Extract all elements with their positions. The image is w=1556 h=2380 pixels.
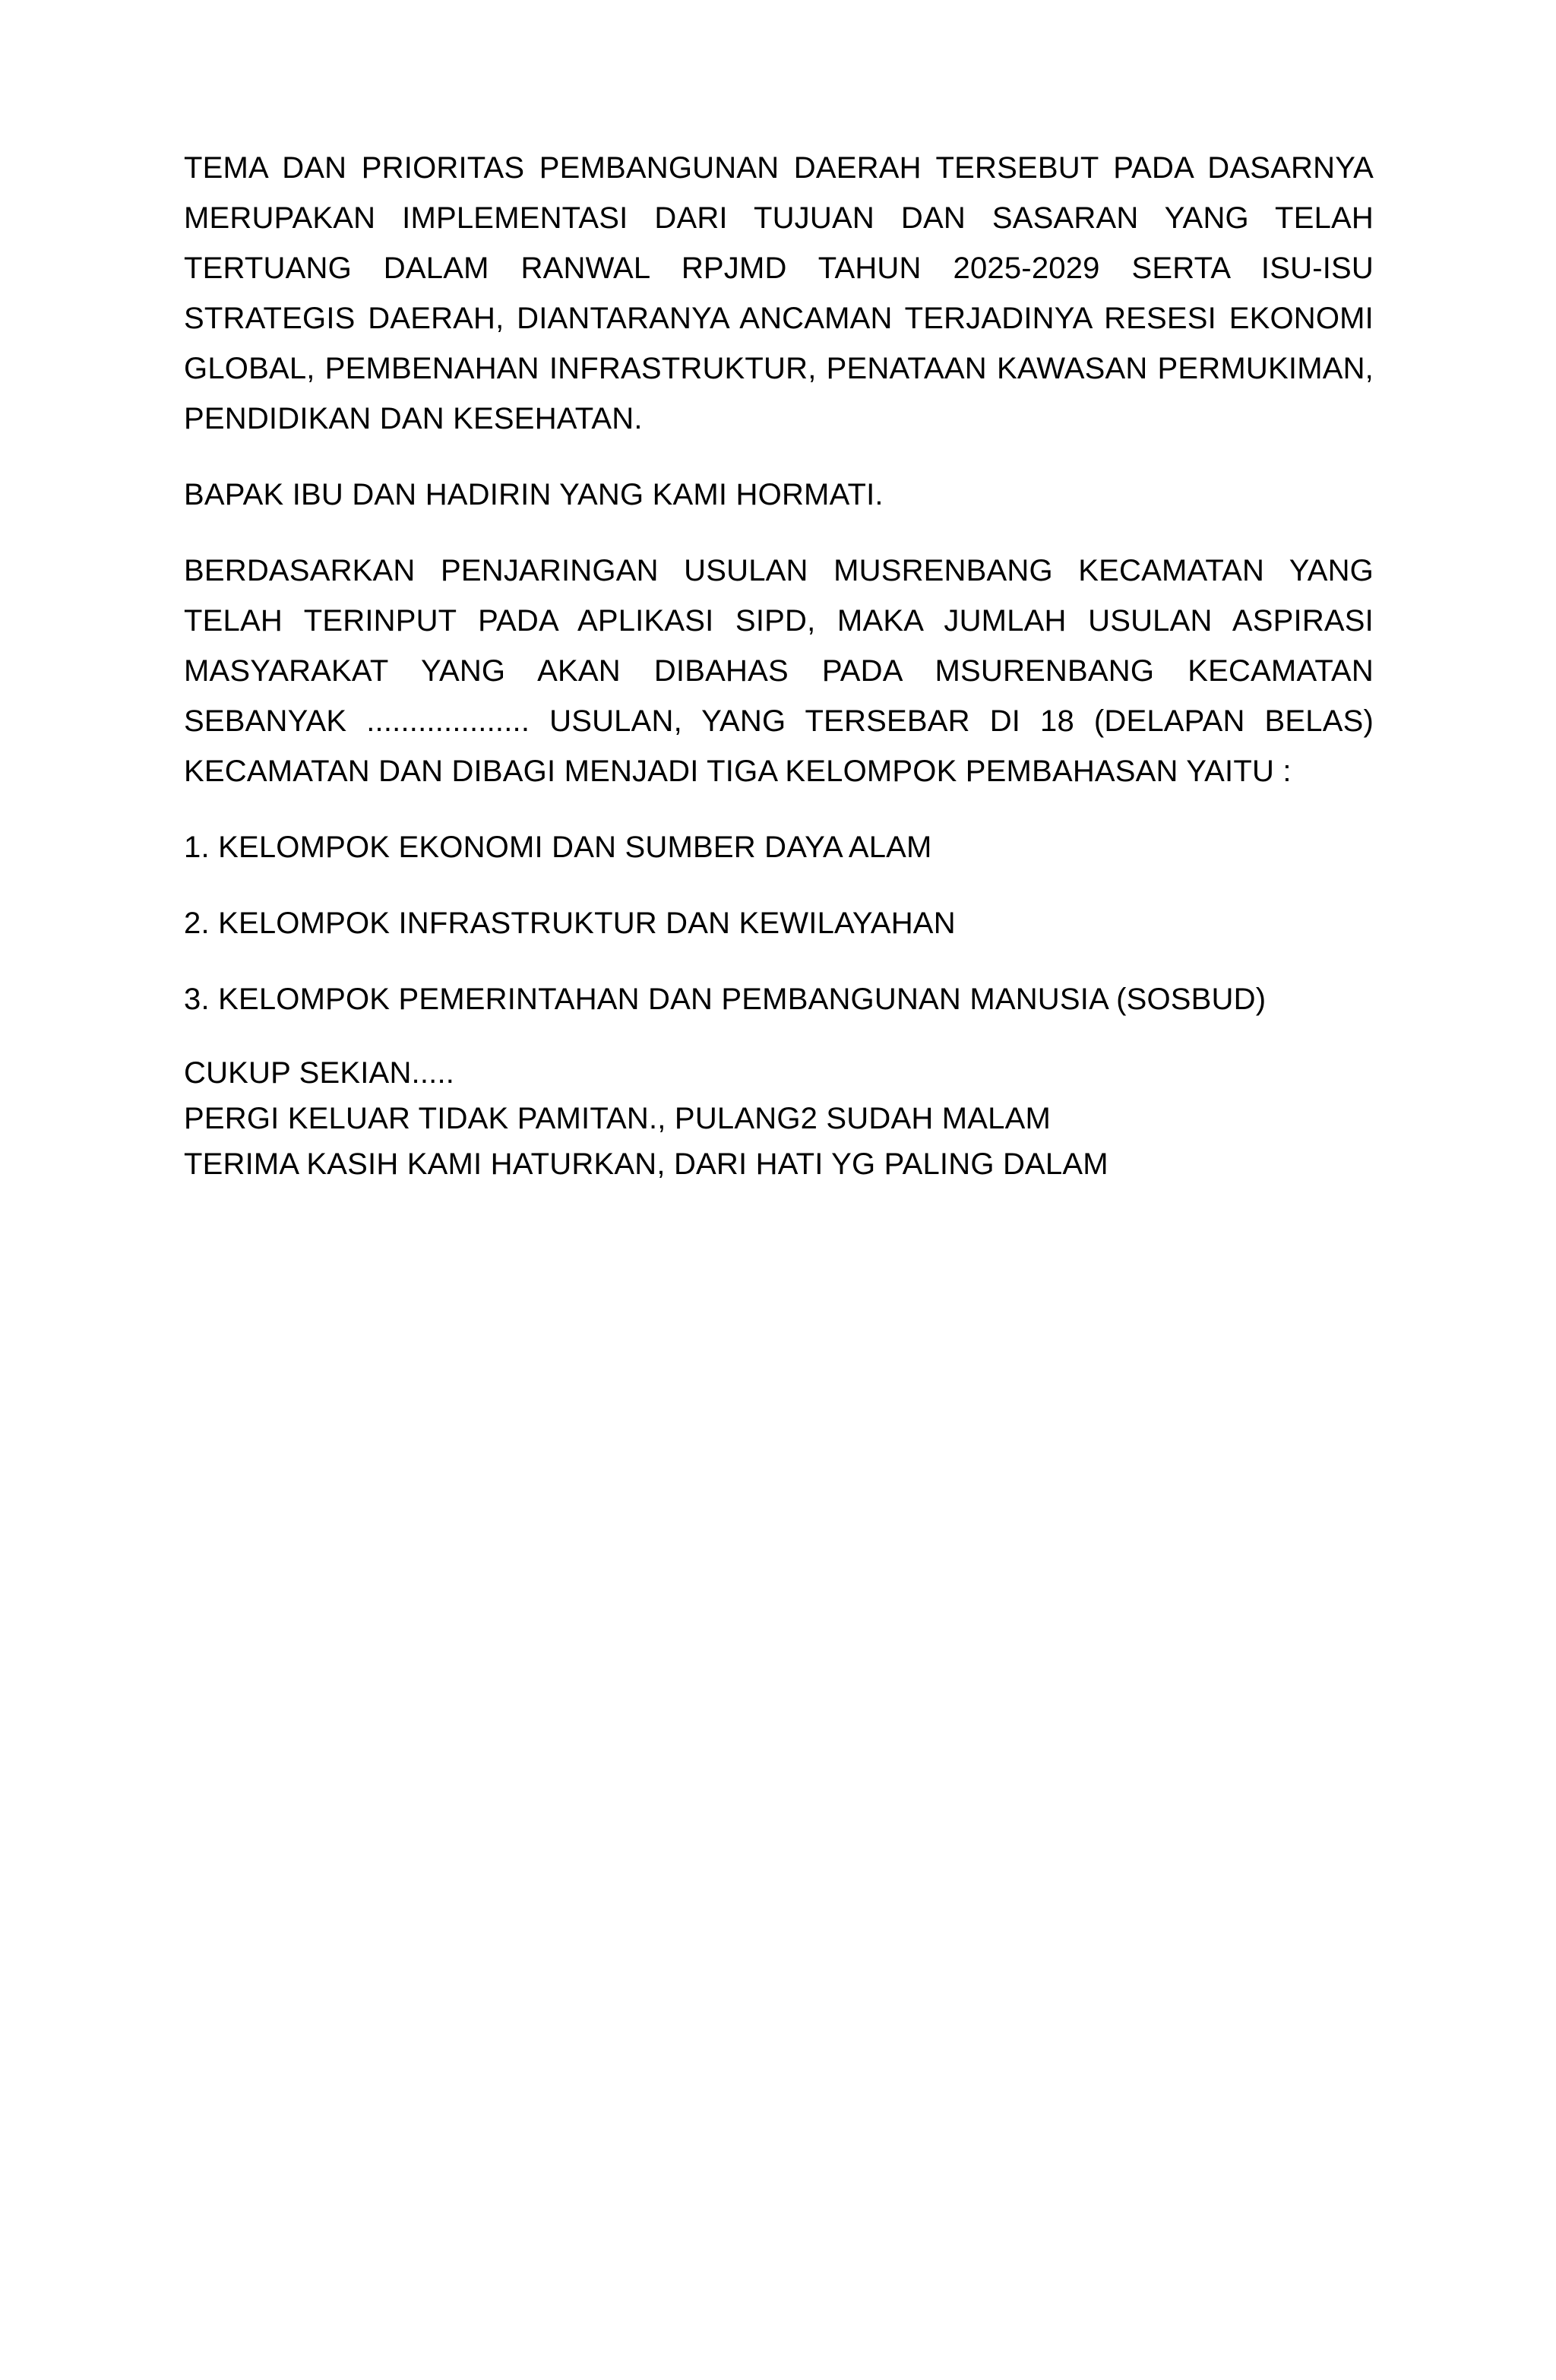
closing-block xyxy=(184,1050,1374,1187)
group-item-1: 1. KELOMPOK EKONOMI DAN SUMBER DAYA ALAM xyxy=(184,831,932,864)
greeting-line: BAPAK IBU DAN HADIRIN YANG KAMI HORMATI. xyxy=(184,478,884,511)
group-item-2: 2. KELOMPOK INFRASTRUKTUR DAN KEWILAYAHAN xyxy=(184,907,956,940)
closing-line-3: TERIMA KASIH KAMI HATURKAN, DARI HATI YG PALING DALAM xyxy=(184,1147,1108,1181)
paragraph-tema-prioritas: TEMA DAN PRIORITAS PEMBANGUNAN DAERAH TERSEBUT PADA DASARNYA MERUPAKAN IMPLEMENTASI DARI TUJUAN DAN SASARAN YANG TELAH TERTUANG DALAM RANWAL RPJMD TAHUN 2025-2029 SERTA ISU-ISU STRATEGIS DAERAH, DIANTARANYA ANCAMAN TERJADINYA RESESI EKONOMI GLOBAL, PEMBENAHAN INFRASTRUKTUR, PENATAAN KAWASAN PERMUKIMAN, PENDIDIKAN DAN KESEHATAN. xyxy=(184,151,1374,435)
closing-line-2: PERGI KELUAR TIDAK PAMITAN., PULANG2 SUDAH MALAM xyxy=(184,1102,1051,1135)
document-page xyxy=(184,143,1374,1187)
closing-line-1: CUKUP SEKIAN..... xyxy=(184,1056,455,1090)
paragraph-usulan-musrenbang: BERDASARKAN PENJARINGAN USULAN MUSRENBANG KECAMATAN YANG TELAH TERINPUT PADA APLIKASI SIPD, MAKA JUMLAH USULAN ASPIRASI MASYARAKAT YANG AKAN DIBAHAS PADA MSURENBANG KECAMATAN SEBANYAK ................... USULAN, YANG TERSEBAR DI 18 (DELAPAN BELAS) KECAMATAN DAN DIBAGI MENJADI TIGA KELOMPOK PEMBAHASAN YAITU : xyxy=(184,554,1374,788)
group-item-3: 3. KELOMPOK PEMERINTAHAN DAN PEMBANGUNAN MANUSIA (SOSBUD) xyxy=(184,983,1267,1016)
